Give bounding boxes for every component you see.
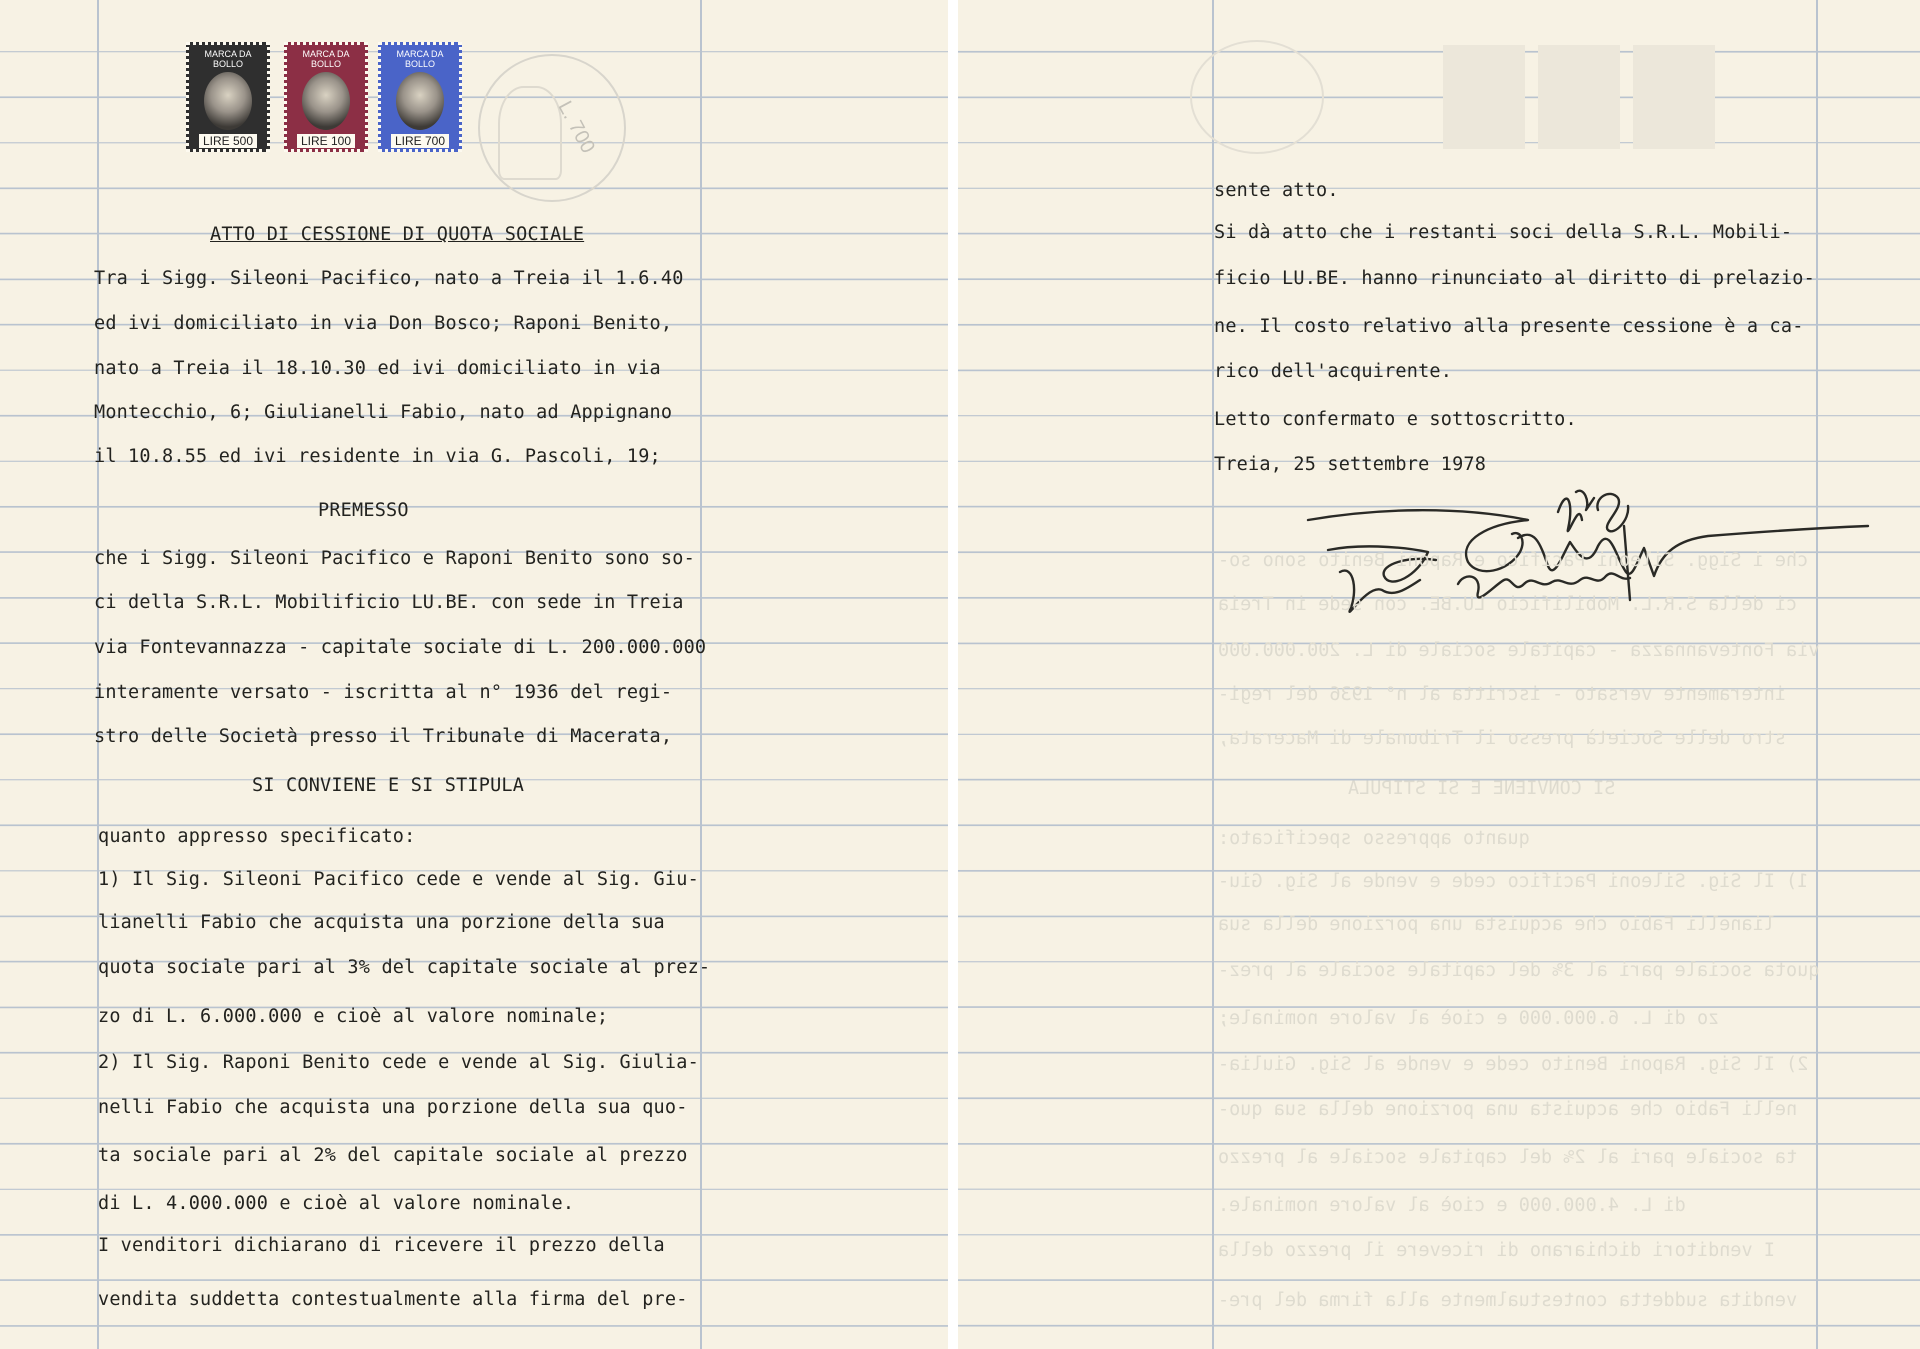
- stamp-portrait-icon: [302, 72, 350, 130]
- stamp-portrait-icon: [204, 72, 252, 130]
- show-through-stamp: [1538, 45, 1620, 149]
- text-line: Montecchio, 6; Giulianelli Fabio, nato ad Appignano: [94, 402, 673, 423]
- signature-stroke: [1558, 499, 1582, 532]
- show-through-text: 2) Il Sig. Raponi Benito cede e vende al Sig. Giulia-: [1218, 1054, 1809, 1075]
- text-line: 2) Il Sig. Raponi Benito cede e vende al Sig. Giulia-: [98, 1052, 699, 1073]
- embossed-seal: [478, 54, 626, 202]
- margin-rule: [700, 0, 702, 1349]
- text-line: quota sociale pari al 3% del capitale sociale al prez-: [98, 957, 711, 978]
- stamp-portrait-icon: [396, 72, 444, 130]
- text-line: Tra i Sigg. Sileoni Pacifico, nato a Treia il 1.6.40: [94, 268, 684, 289]
- show-through-text: zo di L. 6.000.000 e cioè al valore nominale;: [1218, 1008, 1720, 1029]
- text-line: I venditori dichiarano di ricevere il prezzo della: [98, 1235, 665, 1256]
- text-line: lianelli Fabio che acquista una porzione della sua: [98, 912, 665, 933]
- seal-value: L. 700: [553, 97, 600, 157]
- revenue-stamp-500: MARCA DA BOLLO LIRE 500: [186, 42, 270, 152]
- right-page: [958, 0, 1920, 1349]
- text-line: ficio LU.BE. hanno rinunciato al diritto di prelazio-: [1214, 268, 1815, 289]
- text-line: il 10.8.55 ed ivi residente in via G. Pascoli, 19;: [94, 446, 661, 467]
- text-line: interamente versato - iscritta al n° 1936 del regi-: [94, 682, 673, 703]
- seal-figure-icon: [498, 86, 562, 180]
- text-line: quanto appresso specificato:: [98, 826, 416, 847]
- show-through-text: lianelli Fabio che acquista una porzione della sua: [1218, 914, 1775, 935]
- left-page: [0, 0, 948, 1349]
- text-line: che i Sigg. Sileoni Pacifico e Raponi Benito sono so-: [94, 548, 695, 569]
- text-line: ed ivi domiciliato in via Don Bosco; Raponi Benito,: [94, 313, 673, 334]
- page-gap: [948, 0, 958, 1349]
- text-line: 1) Il Sig. Sileoni Pacifico cede e vende al Sig. Giu-: [98, 869, 699, 890]
- margin-rule: [1816, 0, 1818, 1349]
- text-line: sente atto.: [1214, 180, 1339, 201]
- show-through-stamp: [1443, 45, 1525, 149]
- text-line: ne. Il costo relativo alla presente cessione è a ca-: [1214, 316, 1804, 337]
- text-line: di L. 4.000.000 e cioè al valore nominale.: [98, 1193, 575, 1214]
- show-through-text: interamente versato - iscritta al n° 1936 del regi-: [1218, 684, 1787, 705]
- show-through-text: quota sociale pari al 3% del capitale sociale al prez-: [1218, 960, 1820, 981]
- show-through-text: di L. 4.000.000 e cioè al valore nominale.: [1218, 1195, 1686, 1216]
- text-line: ci della S.R.L. Mobilificio LU.BE. con sede in Treia: [94, 592, 684, 613]
- margin-rule: [1212, 0, 1214, 1349]
- signature-stroke: [1576, 491, 1594, 510]
- show-through-text: vendita suddetta contestualmente alla firma del pre-: [1218, 1290, 1798, 1311]
- text-line: stro delle Società presso il Tribunale di Macerata,: [94, 726, 673, 747]
- text-line: via Fontevannazza - capitale sociale di L. 200.000.000: [94, 637, 707, 658]
- show-through-text: ta sociale pari al 2% del capitale sociale al prezzo: [1218, 1147, 1798, 1168]
- text-line: nelli Fabio che acquista una porzione della sua quo-: [98, 1097, 688, 1118]
- section-heading: PREMESSO: [318, 500, 409, 521]
- text-line: nato a Treia il 18.10.30 ed ivi domiciliato in via: [94, 358, 661, 379]
- text-line: Letto confermato e sottoscritto.: [1214, 409, 1577, 430]
- text-line: zo di L. 6.000.000 e cioè al valore nominale;: [98, 1006, 609, 1027]
- show-through-text: I venditori dichiarano di ricevere il prezzo della: [1218, 1240, 1775, 1261]
- show-through-text: SI CONVIENE E SI STIPULA: [1348, 778, 1616, 799]
- show-through-text: che i Sigg. Sileoni Pacifico e Raponi Benito sono so-: [1218, 550, 1809, 571]
- show-through-seal: [1190, 40, 1324, 154]
- text-line: ta sociale pari al 2% del capitale sociale al prezzo: [98, 1145, 688, 1166]
- text-line: Treia, 25 settembre 1978: [1214, 454, 1487, 475]
- section-heading: SI CONVIENE E SI STIPULA: [252, 775, 525, 796]
- show-through-text: stro delle Società presso il Tribunale di Macerata,: [1218, 728, 1787, 749]
- document-title: ATTO DI CESSIONE DI QUOTA SOCIALE: [210, 224, 585, 245]
- text-line: rico dell'acquirente.: [1214, 361, 1453, 382]
- show-through-text: ci della S.R.L. Mobilificio LU.BE. con sede in Treia: [1218, 594, 1798, 615]
- revenue-stamp-100: MARCA DA BOLLO LIRE 100: [284, 42, 368, 152]
- show-through-text: via Fontevannazza - capitale sociale di L. 200.000.000: [1218, 640, 1820, 661]
- show-through-text: quanto appresso specificato:: [1218, 828, 1530, 849]
- show-through-stamp: [1633, 45, 1715, 149]
- revenue-stamp-700: MARCA DA BOLLO LIRE 700: [378, 42, 462, 152]
- show-through-text: nelli Fabio che acquista una porzione della sua quo-: [1218, 1099, 1798, 1120]
- show-through-text: 1) Il Sig. Sileoni Pacifico cede e vende al Sig. Giu-: [1218, 871, 1809, 892]
- text-line: Si dà atto che i restanti soci della S.R.L. Mobili-: [1214, 222, 1793, 243]
- text-line: vendita suddetta contestualmente alla firma del pre-: [98, 1289, 688, 1310]
